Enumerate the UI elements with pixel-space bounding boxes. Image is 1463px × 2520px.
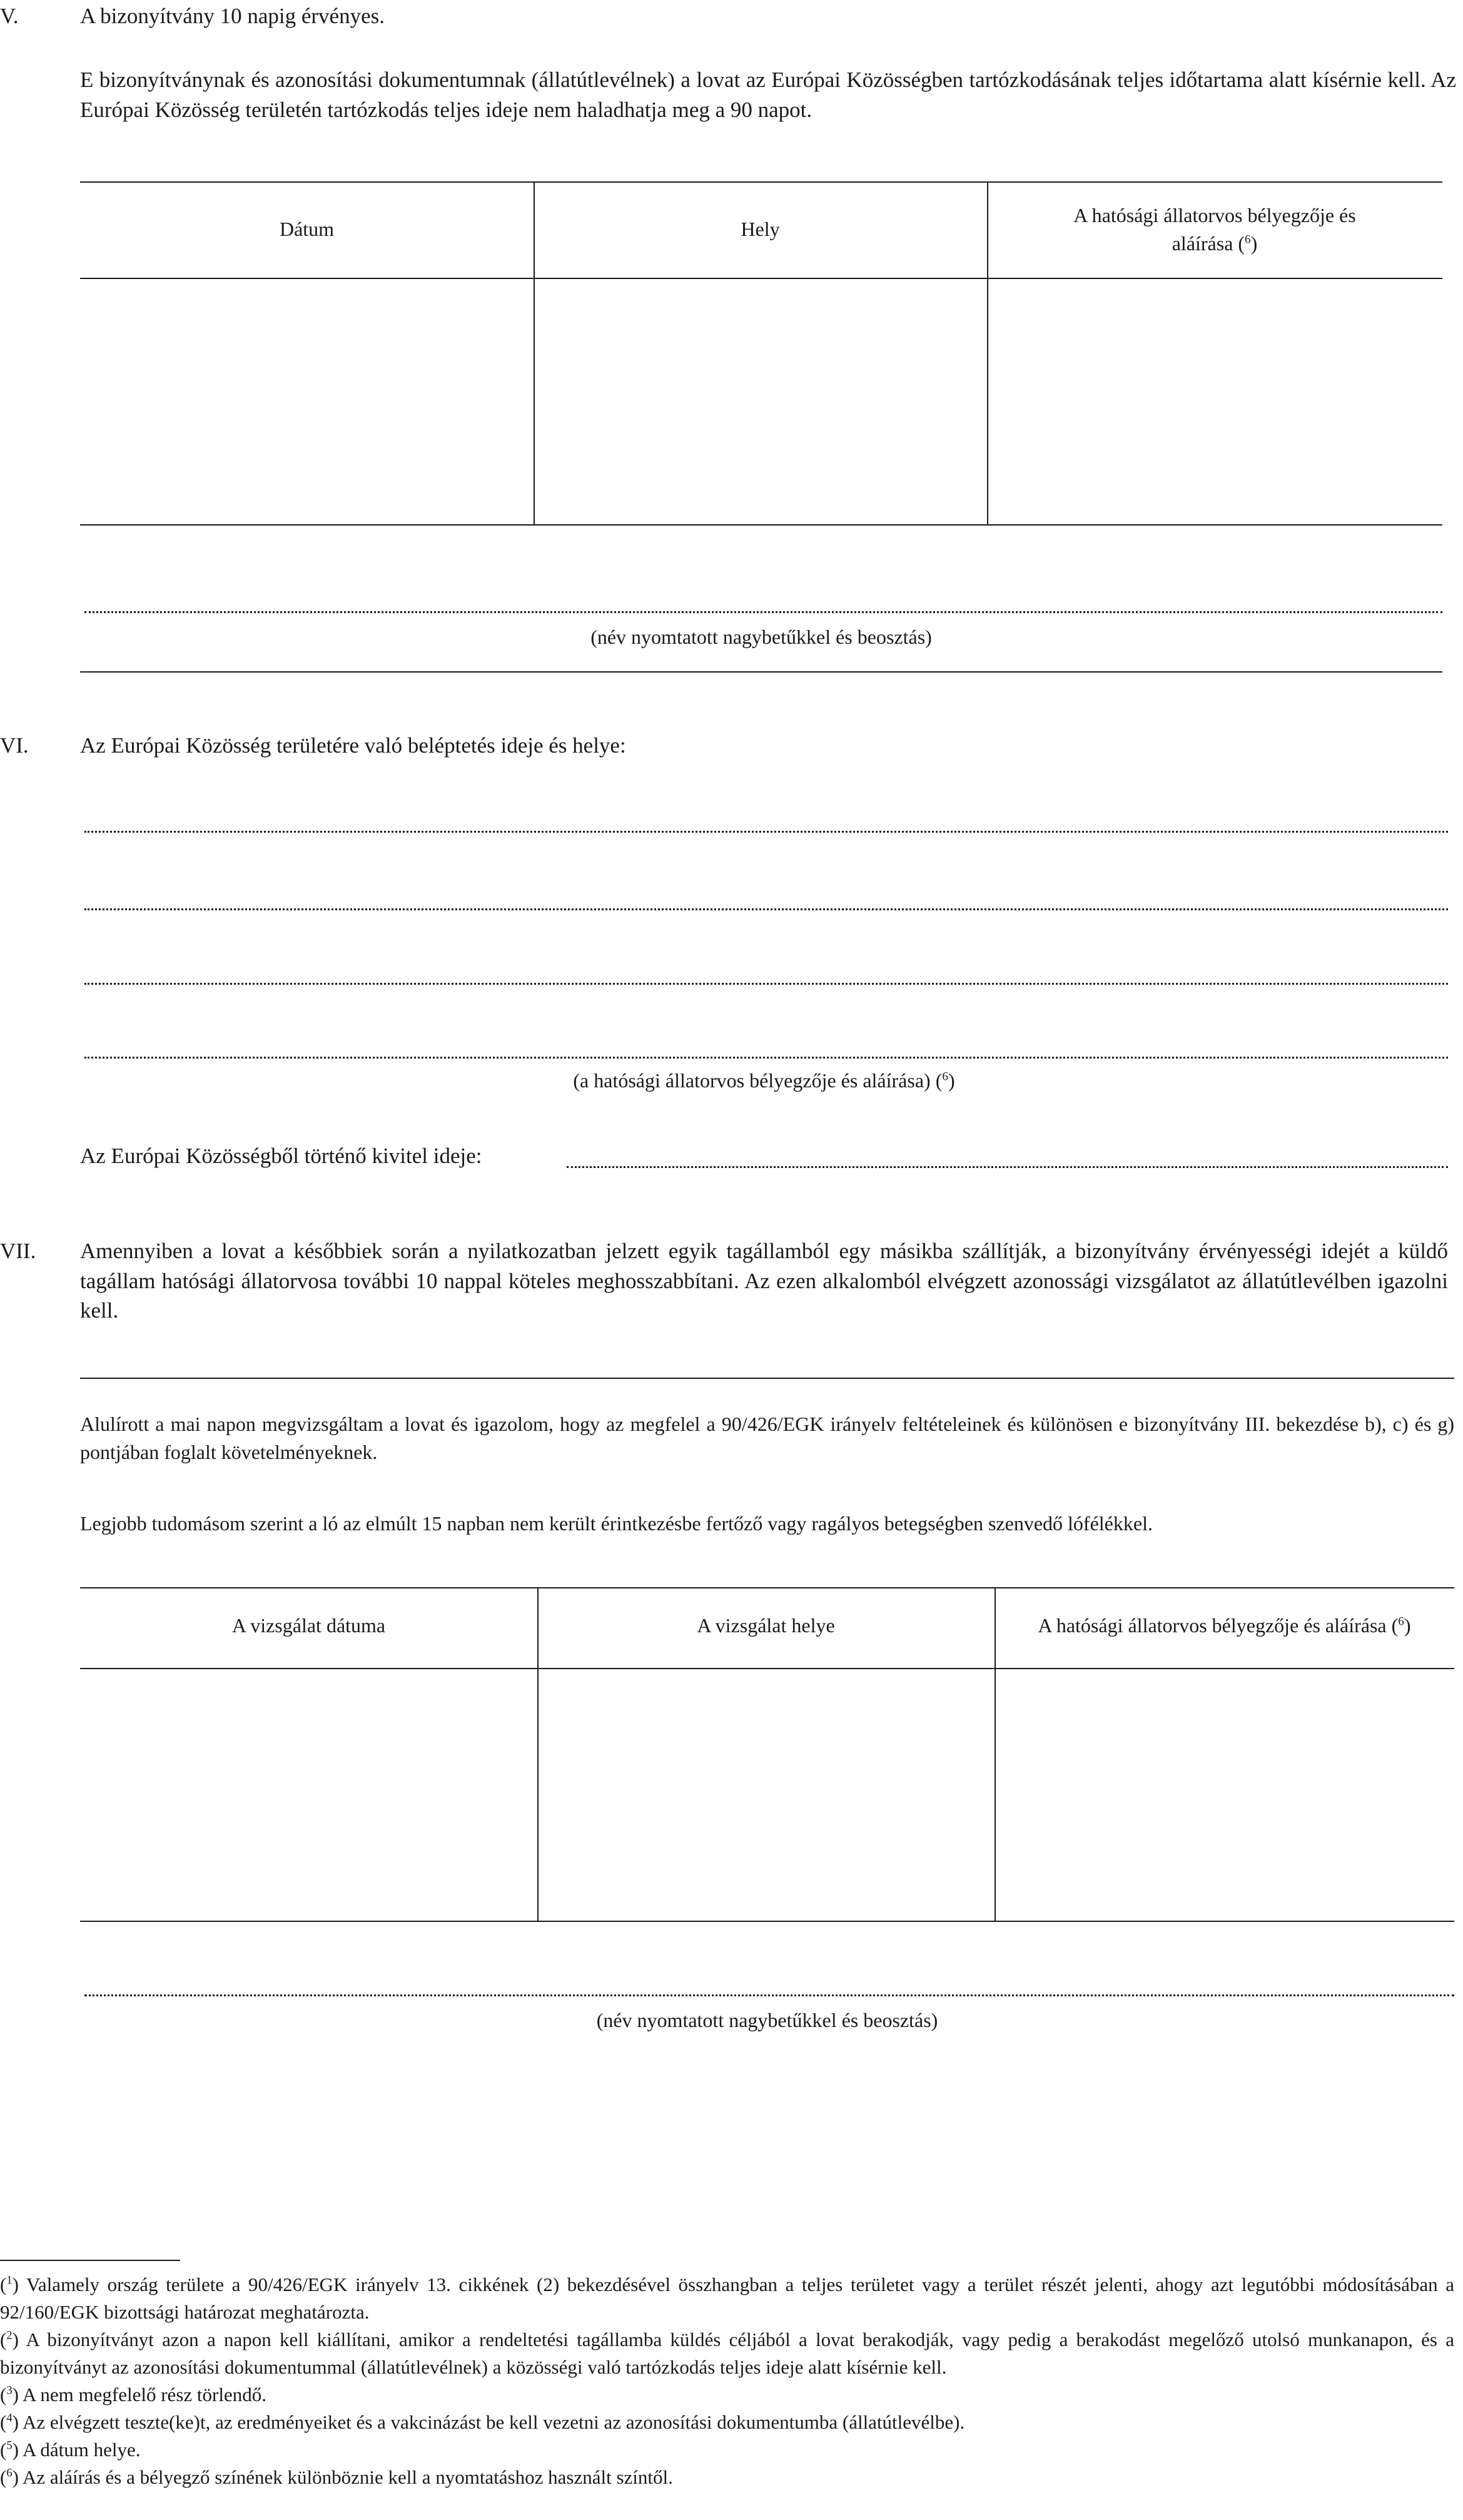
table1-end-rule: [80, 671, 1442, 673]
table1-top-rule: [80, 181, 1442, 183]
footnote-2: ($^2$) A bizonyítványt azon a napon kell kiállítani, amikor a rendeltetési tagállamba küldés céljából a lovat berakodják, vagy pedig a berakodást megelőző utolsó munkanapon, és a bizonyítványt az azonosítási dokumentummal (állatútlevélnek) a közösségi való tartózkodás teljes ideje alatt kísérnie kell.: [0, 2329, 1454, 2379]
section-vii-number: VII.: [0, 1239, 36, 1263]
table2-signature-label: A hatósági állatorvos bélyegzője és aláírása (: [1038, 1614, 1399, 1637]
table1-header-signature-line2: [987, 230, 1442, 258]
footnote-ref-6: 6: [942, 1070, 948, 1084]
table1-signature-close: ): [1250, 231, 1258, 255]
entry-dotted-line-1: [84, 831, 1448, 833]
table2-header-rule: [80, 1668, 1454, 1669]
table1-header-signature: [987, 201, 1442, 258]
entry-dotted-line-3: [84, 983, 1448, 985]
table1-signature-label: aláírása (: [1172, 231, 1245, 255]
table1-header-date: Dátum: [279, 218, 335, 240]
exit-date-dotted-line: [567, 1166, 1448, 1168]
table1-name-dotted-line: [84, 611, 1442, 613]
footnote-text: A dátum helye.: [23, 2439, 141, 2461]
section-vi-text: Az Európai Közösség területére való beléptetés ideje és helye:: [80, 733, 626, 758]
footnote-5: ($^5$) A dátum helye.: [0, 2439, 141, 2461]
footnote-number: 3: [6, 2384, 13, 2397]
table1-header-place: Hely: [741, 218, 780, 240]
footnote-number: 2: [6, 2329, 13, 2342]
declaration-paragraph-2: Legjobb tudomásom szerint a ló az elmúlt 15 napban nem került érintkezésbe fertőző vagy ragályos betegségben szenvedő lófélékkel.: [80, 1512, 1153, 1535]
footnote-separator: [0, 2260, 180, 2261]
table2-signature-close: ): [1404, 1614, 1411, 1637]
vi-sign-caption-close: ): [948, 1069, 955, 1092]
table2-header-place: A vizsgálat helye: [697, 1614, 835, 1637]
footnote-ref-6: 6: [1398, 1615, 1404, 1628]
footnote-number: 4: [6, 2411, 13, 2425]
footnote-number: 1: [6, 2274, 13, 2287]
exit-date-label: Az Európai Közösségből történő kivitel ideje:: [80, 1144, 482, 1168]
declaration-paragraph-1: Alulírott a mai napon megvizsgáltam a lovat és igazolom, hogy az megfelel a 90/426/EGK irányelv feltételeinek és különösen e bizonyítvány III. bekezdése b), c) és g) pontjában foglalt követelményeknek.: [80, 1413, 1454, 1463]
footnote-text: A bizonyítványt azon a napon kell kiállítani, amikor a rendeltetési tagállamba küldés céljából a lovat berakodják, vagy pedig a berakodást megelőző utolsó munkanapon, és a bizonyítványt az azonosítási dokumentummal (állatútlevélnek) a közösségi való tartózkodás teljes ideje alatt kísérnie kell.: [0, 2329, 1454, 2379]
table2-name-caption: (név nyomtatott nagybetűkkel és beosztás): [596, 2009, 938, 2031]
section-v-paragraph: E bizonyítványnak és azonosítási dokumentumnak (állatútlevélnek) a lovat az Európai Közösségben tartózkodásának teljes időtartama alatt kísérnie kell. Az Európai Közösség területén tartózkodás teljes ideje nem haladhatja meg a 90 napot.: [80, 68, 1456, 122]
footnote-3: ($^3$) A nem megfelelő rész törlendő.: [0, 2384, 266, 2406]
table2-header-signature: [995, 1612, 1454, 1640]
footnote-number: 5: [6, 2439, 13, 2452]
section-vi-number: VI.: [0, 733, 29, 758]
footnote-text: Az aláírás és a bélyegző színének különböznie kell a nyomtatáshoz használt színtől.: [23, 2466, 673, 2488]
table2-top-rule: [80, 1587, 1454, 1588]
footnote-text: Valamely ország területe a 90/426/EGK irányelv 13. cikkének (2) bekezdésével összhangban a teljes területet vagy a terület részét jelenti, ahogy azt legutóbbi módosításában a 92/160/EGK bizottsági határozat meghatározta.: [0, 2274, 1454, 2324]
table2-name-dotted-line: [84, 1994, 1454, 1996]
section-vii-text: Amennyiben a lovat a későbbiek során a nyilatkozatban jelzett egyik tagállamból egy másikba szállítják, a bizonyítvány érvényességi idejét a küldő tagállam hatósági állatorvosa további 10 nappal köteles meghosszabbítani. Az ezen alkalomból elvégzett azonossági vizsgálatot az állatútlevélben igazolni kell.: [80, 1239, 1448, 1323]
table1-bottom-rule: [80, 524, 1442, 526]
table2-header-date: A vizsgálat dátuma: [231, 1614, 386, 1637]
table1-header-rule: [80, 278, 1442, 279]
vi-sign-caption-text: (a hatósági állatorvos bélyegzője és aláírása) (: [573, 1069, 943, 1092]
footnote-4: ($^4$) Az elvégzett teszte(ke)t, az eredményeiket és a vakcinázást be kell vezetni az azonosítási dokumentumba (állatútlevélbe).: [0, 2411, 965, 2433]
vi-sign-caption: [80, 1067, 1448, 1095]
table1-name-caption: (név nyomtatott nagybetűkkel és beosztás): [590, 626, 932, 648]
entry-dotted-line-4: [84, 1057, 1448, 1059]
table1-header-signature-line1: A hatósági állatorvos bélyegzője és: [1073, 204, 1356, 226]
footnote-1: ($^1$) Valamely ország területe a 90/426/EGK irányelv 13. cikkének (2) bekezdésével összhangban a teljes területet vagy a terület részét jelenti, ahogy azt legutóbbi módosításában a 92/160/EGK bizottsági határozat meghatározta.: [0, 2274, 1454, 2324]
entry-dotted-line-2: [84, 908, 1448, 910]
footnote-text: Az elvégzett teszte(ke)t, az eredményeiket és a vakcinázást be kell vezetni az azonosítási dokumentumba (állatútlevélbe).: [23, 2411, 965, 2433]
section-vii-rule: [80, 1378, 1454, 1379]
table2-bottom-rule: [80, 1921, 1454, 1922]
footnote-text: A nem megfelelő rész törlendő.: [23, 2384, 266, 2406]
section-v-number: V.: [0, 4, 19, 28]
section-v-text: A bizonyítvány 10 napig érvényes.: [80, 4, 385, 28]
footnote-number: 6: [6, 2466, 13, 2480]
footnote-ref-6: 6: [1245, 233, 1251, 246]
footnote-6: ($^6$) Az aláírás és a bélyegző színének különböznie kell a nyomtatáshoz használt színtől.: [0, 2466, 673, 2488]
